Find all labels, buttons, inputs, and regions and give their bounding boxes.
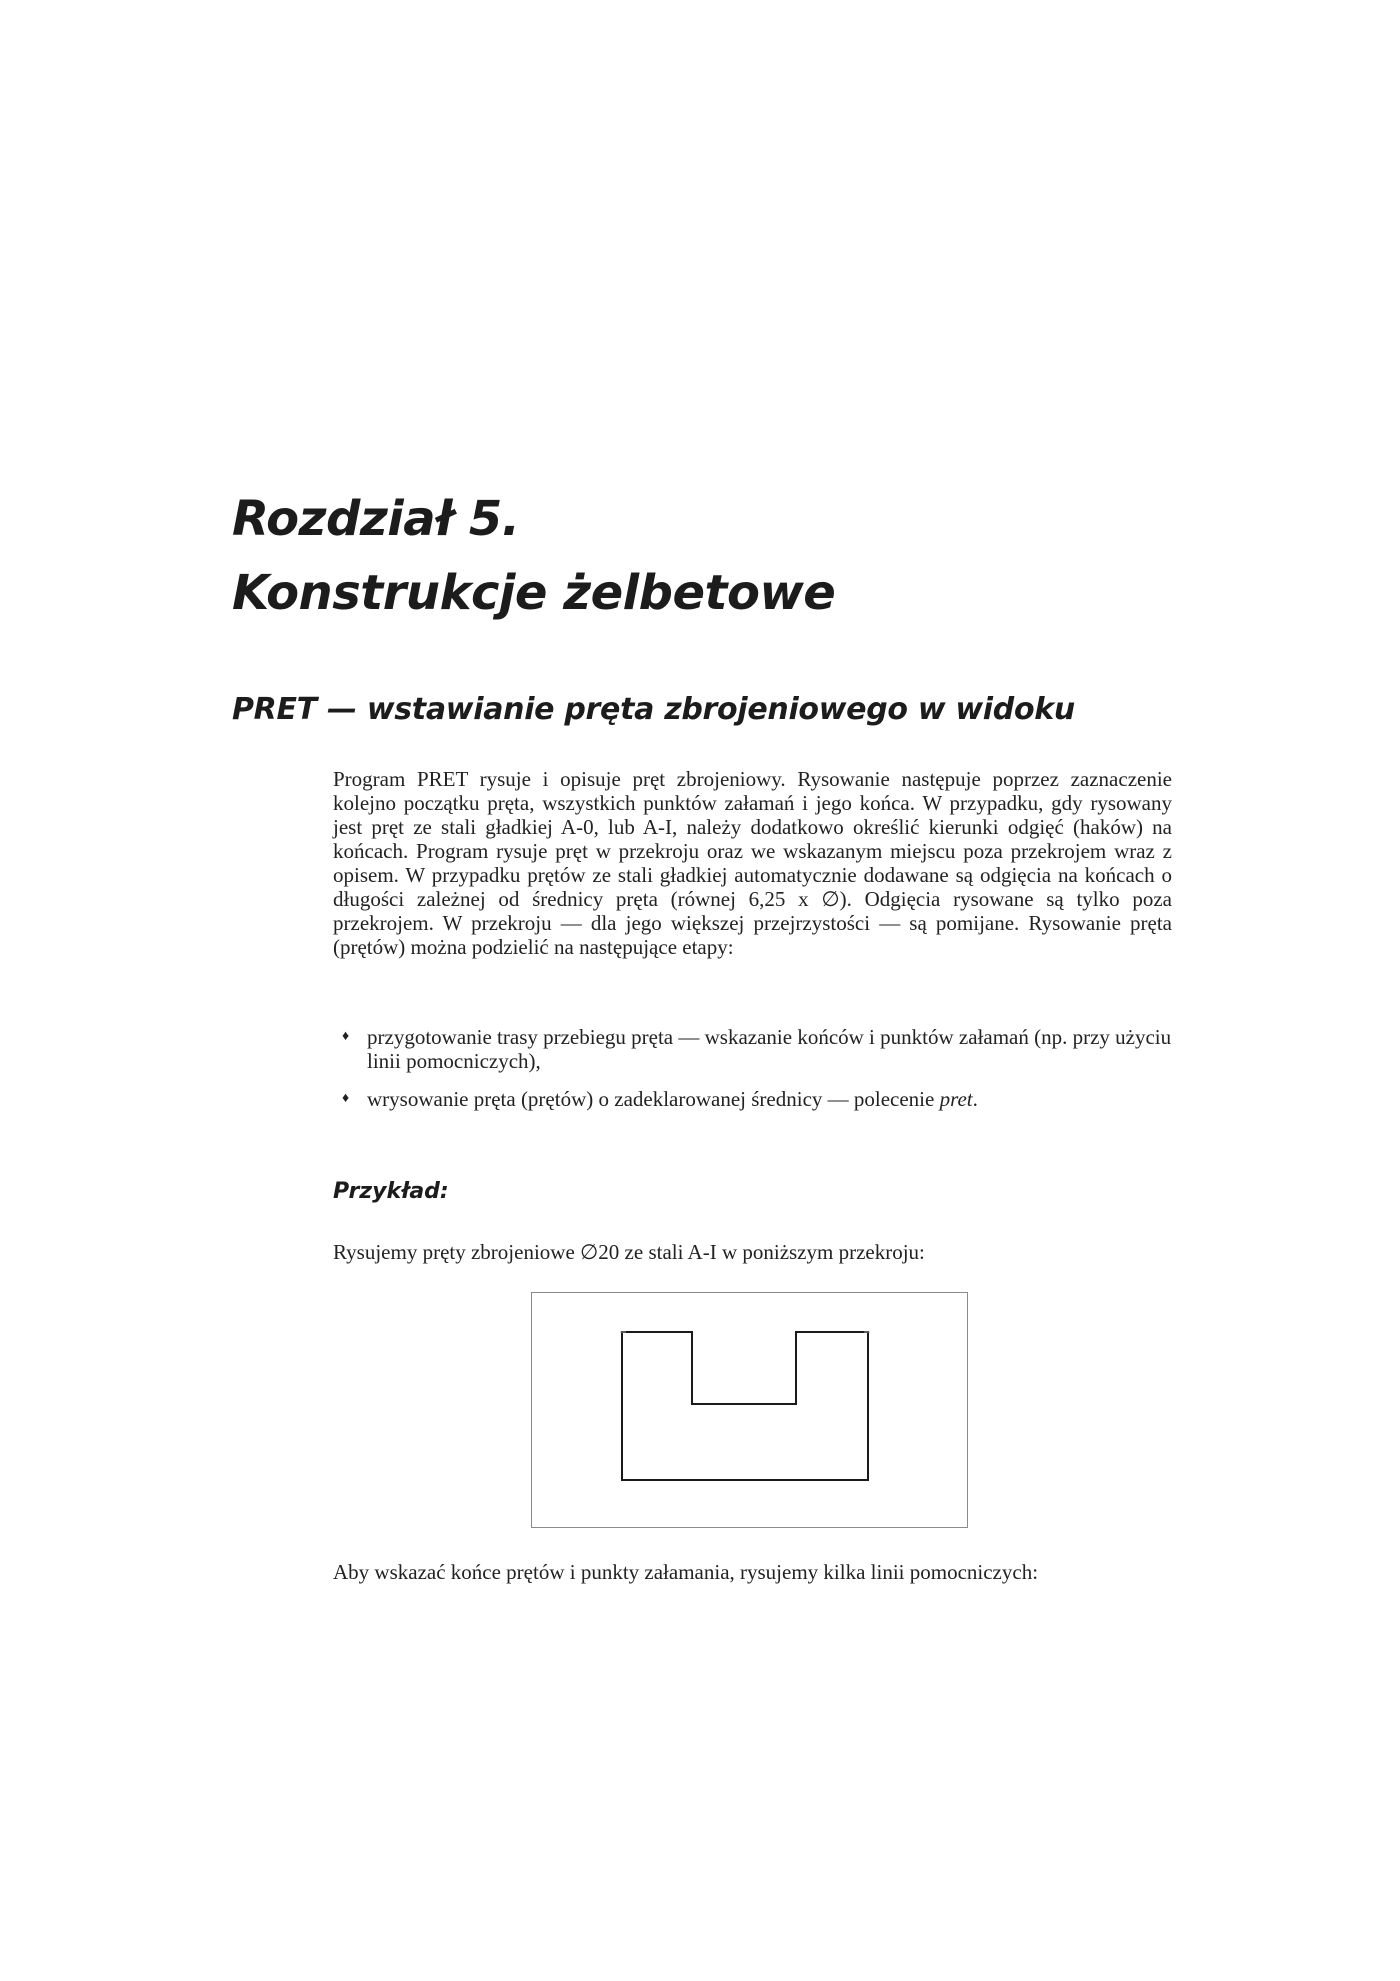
list-item <box>333 1087 1172 1111</box>
cross-section-figure <box>531 1292 968 1528</box>
diamond-bullet-icon: ♦ <box>342 1029 350 1044</box>
chapter-number: Rozdział 5. <box>232 491 520 547</box>
cross-section-outline <box>622 1332 868 1480</box>
body-paragraph: Program PRET rysuje i opisuje pręt zbrojeniowy. Rysowanie następuje poprzez zaznaczenie kolejno początku pręta, wszystkich punktów załamań i jego końca. W przypadku, gdy rysowany jest pręt ze stali gładkiej A-0, lub A-I, należy dodatkowo określić kierunki odgięć (haków) na końcach. Program rysuje pręt w przekroju oraz we wskazanym miejscu poza przekrojem wraz z opisem. W przypadku prętów ze stali gładkiej automatycznie dodawane są odgięcia na końcach o długości zależnej od średnicy pręta (równej 6,25 x ∅). Odgięcia rysowane są tylko poza przekrojem. W przekroju — dla jego większej przejrzystości — są pomijane. Rysowanie pręta (prętów) można podzielić na następujące etapy: <box>333 767 1172 959</box>
section-heading: PRET — wstawianie pręta zbrojeniowego w widoku <box>232 692 1075 727</box>
example-heading: Przykład: <box>333 1179 449 1204</box>
list-item-text: przygotowanie trasy przebiegu pręta — wskazanie końców i punktów załamań (np. przy użyciu linii pomocniczych), <box>367 1025 1172 1073</box>
closing-text: Aby wskazać końce prętów i punkty załamania, rysujemy kilka linii pomocniczych: <box>333 1560 1039 1584</box>
steps-list <box>333 1025 1172 1125</box>
example-text: Rysujemy pręty zbrojeniowe ∅20 ze stali A-I w poniższym przekroju: <box>333 1240 925 1264</box>
list-item-end: . <box>972 1087 978 1111</box>
list-item-text: wrysowanie pręta (prętów) o zadeklarowanej średnicy — polecenie <box>367 1087 940 1111</box>
chapter-name: Konstrukcje żelbetowe <box>232 565 836 621</box>
chapter-title <box>232 482 1232 630</box>
cross-section-drawing <box>532 1293 969 1529</box>
list-item <box>333 1025 1172 1073</box>
command-name: pret <box>939 1087 973 1111</box>
diamond-bullet-icon: ♦ <box>342 1091 350 1106</box>
